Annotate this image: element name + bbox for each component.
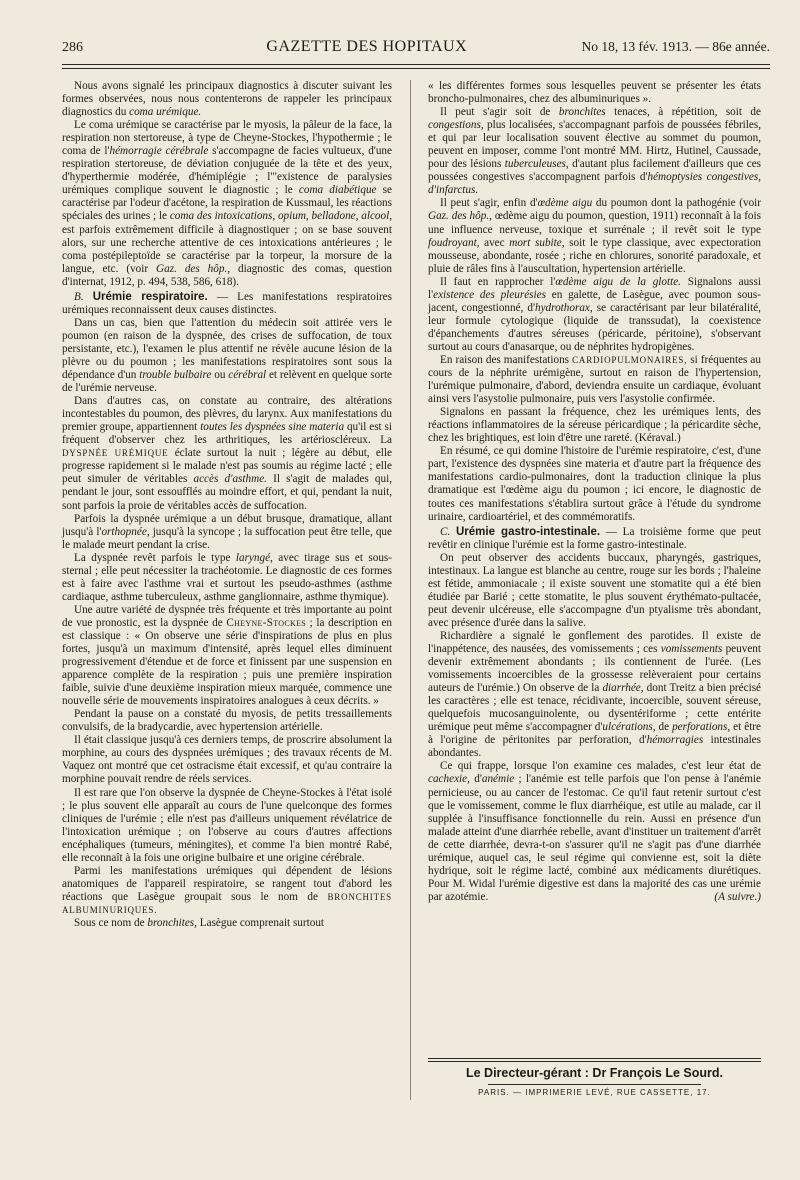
paragraph: Nous avons signalé les principaux diagnostics à discuter suivant les formes observées, nous nous contenterons de rappeler les principaux diagnostics du coma urémique.	[62, 80, 392, 119]
paragraph: En résumé, ce qui domine l'histoire de l'urémie respiratoire, c'est, d'une part, l'existence des dyspnées sine materia et d'autre part la fréquence des manifestations cardio-pulmonaires, dont la traduction clinique la plus dramatique est l'œdème aigu du poumon ; ici encore, le diagnostic de toutes ces manifestations s'établira surtout grâce à l'étude du syndrome urinaire, cardioartériel, et des commémoratifs.	[428, 445, 761, 523]
paragraph: Il est rare que l'on observe la dyspnée de Cheyne-Stockes à l'état isolé ; le plus souvent elle apparaît au cours de l'une quelconque des formes cliniques de l'urémie ; elle n'est pas d'ailleurs uniquement révélatrice de l'intoxication urémique ; on l'observe au cours d'autres affections encéphaliques (tumeurs, méningites), et comme l'a bien montré Rabé, elle reconnaît à la fois une origine bulbaire et une origine cérébrale.	[62, 786, 392, 864]
paragraph: Il était classique jusqu'à ces derniers temps, de proscrire absolument la morphine, au cours des dyspnées urémiques ; des travaux récents de M. Vaquez ont montré que cet ostracisme était excessif, et qu'au contraire la morphine pouvait rendre de réels services.	[62, 734, 392, 786]
right-column	[428, 80, 761, 904]
column-divider	[410, 80, 411, 1100]
journal-title: GAZETTE DES HOPITAUX	[266, 38, 468, 55]
paragraph: Dans d'autres cas, on constate au contraire, des altérations incontestables du poumon, des plèvres, du larynx. Aux manifestations du premier groupe, appartiennent toutes les dyspnées sine materia qu'il est si fréquent d'observer chez les arthritiques, les artérioscléreux. La DYSPNÉE URÉMIQUE éclate surtout la nuit ; légère au début, elle progresse rapidement si le malade n'est pas soumis au régime lacté ; elle peut simuler de véritables accès d'asthme. Il s'agit de malades qui, pendant le jour, sont essoufflés au moindre effort, et qui, pendant la nuit, sont parfois la proie de véritables accès de suffocation.	[62, 395, 393, 512]
director-line: Le Directeur-gérant : Dr François Le Sourd.	[466, 1066, 723, 1080]
paragraph: Il faut en rapprocher l'œdème aigu de la glotte. Signalons aussi l'existence des pleurésies en galette, de Lasègue, avec poumon sous-jacent, congestionné, d'hydrothorax, se caractérisant par leur bilatéralité, leur formule cytologique (liquide de transsudat), la coexistence d'épanchements d'autres séreuses (péricarde, péritoine), s'observant surtout au cours d'anasarque, ou de néphrites hydropigènes.	[428, 275, 762, 353]
issue-info: No 18, 13 fév. 1913. — 86e année.	[581, 39, 770, 54]
paragraph: Il peut s'agir soit de bronchites tenaces, à répétition, soit de congestions, plus localisées, s'accompagnant parfois de poussées fébriles, et qui par leur localisation souvent élective au sommet du poumon, peuvent en imposer, comme l'ont montré MM. Hirtz, Hutinel, Caussade, pour des lésions tuberculeuses, d'autant plus facilement d'ailleurs que ces poussées congestives s'accompagnent parfois d'hémoptysies congestives, d'infarctus.	[428, 106, 762, 197]
section-heading-c: C. Urémie gastro-intestinale. — La troisième forme que peut revêtir en clinique l'urémie est la forme gastro-intestinale.	[428, 525, 762, 551]
paragraph: La dyspnée revêt parfois le type laryngé, avec tirage sus et sous-sternal ; elle peut nécessiter la trachéotomie. Le diagnostic de ces formes est à faire avec l'asthme vrai et surtout les pseudo-asthmes (asthme cardiaque, asthme tuberculeux, asthme ganglionnaire, asthme thymique).	[62, 551, 393, 603]
paragraph: On peut observer des accidents buccaux, pharyngés, gastriques, intestinaux. La langue est blanche au centre, rouge sur les bords ; l'haleine est fétide, ammoniacale ; il existe souvent une stomatite qui a été bien étudiée par Barié ; cette stomatite, le plus souvent érythémato-pultacée, peut devenir ulcéreuse, elle s'accompagne d'un ptyalisme très abondant, avec présence d'urée dans la salive.	[428, 551, 761, 629]
paragraph: Richardière a signalé le gonflement des parotides. Il existe de l'inappétence, des nausées, des vomissements ; ces vomissements peuvent devenir extrêmement abondants ; ils contiennent de l'urée. (Les vomissements incoercibles de la grossesse relèveraient pour certains auteurs de l'urémie.) On observe de la diarrhée, dont Treitz a bien précisé les caractères ; elle est tenace, récidivante, incoercible, souvent séreuse, quelquefois mucosanguinolente, ou dysentériforme ; cette entérite urémique peut même s'accompagner d'ulcérations, de perforations, et être à l'origine de péritonites par perforation, d'hémorragies intestinales abondantes.	[428, 629, 762, 760]
section-heading-b: B. Urémie respiratoire. — Les manifestations respiratoires urémiques reconnaissent deux causes distinctes.	[62, 290, 392, 316]
footer-rule	[428, 1058, 761, 1059]
paragraph: « les différentes formes sous lesquelles peuvent se présenter les états broncho-pulmonaires, chez des albuminuriques ».	[428, 80, 761, 106]
to-follow: (A suivre.)	[714, 890, 761, 903]
paragraph: Pendant la pause on a constaté du myosis, de petits tressaillements convulsifs, de la bradycardie, avec hypertension artérielle.	[62, 708, 392, 734]
printer-line: PARIS. — IMPRIMERIE LEVÉ, RUE CASSETTE, 17.	[478, 1088, 711, 1097]
header-rule-thin	[62, 68, 770, 69]
paragraph: Il peut s'agir, enfin d'œdème aigu du poumon dont la pathogénie (voir Gaz. des hôp., œdème aigu du poumon, question, 1911) reconnaît à la fois une influence nerveuse, toxique et surrénale ; il revêt soit le type foudroyant, avec mort subite, soit le type classique, avec expectoration mousseuse, abondante, rosée ; riche en chlorures, sonorité paradoxale, et pluie de râles fins à l'auscultation, hypertension artérielle.	[428, 197, 762, 275]
page-header	[62, 38, 770, 60]
footer-rule-thin	[428, 1061, 761, 1062]
paragraph: Sous ce nom de bronchites, Lasègue comprenait surtout	[74, 917, 325, 929]
header-rule	[62, 64, 770, 65]
page-number: 286	[62, 40, 83, 55]
left-column	[62, 80, 392, 930]
paragraph: Parfois la dyspnée urémique a un début brusque, dramatique, allant jusqu'à l'orthopnée, jusqu'à la syncope ; la suffocation peut être telle, que le malade meurt pendant la crise.	[62, 512, 392, 551]
paragraph: Parmi les manifestations urémiques qui dépendent de lésions anatomiques de l'appareil respiratoire, se rangent tout d'abord les réactions que Lasègue groupait sous le nom de BRONCHITES ALBUMINURIQUES.	[62, 864, 392, 915]
footer-rule-short	[488, 1084, 701, 1085]
paragraph: Ce qui frappe, lorsque l'on examine ces malades, c'est leur état de cachexie, d'anémie ; l'anémie est telle parfois que l'on pense à l'anémie pernicieuse, ou au cancer de l'estomac. Ce qu'il faut retenir surtout c'est que le vomissement, comme le flux diarrhéique, est utile au malade, car il supplée à l'insuffisance fonctionnelle du rein. Aussi en présence d'un malade atteint d'une diarrhée rebelle, avant d'instituer un traitement d'arrêt de cette diarrhée, devra-t-on s'assurer qu'il ne s'agit pas d'une diarrhée urémique, auquel cas, le seul régime qui convienne est, soit la diète hydrique, soit le régime lacté, combiné aux médicaments diurétiques. Pour M. Widal l'urémie digestive est dans la majorité des cas une urémie par azotémie. (A suivre.)	[428, 760, 761, 903]
page-footer	[428, 1058, 761, 1097]
paragraph: Dans un cas, bien que l'attention du médecin soit attirée vers le poumon (en raison de la dyspnée, des crises de suffocation, de toux persistante, etc.), l'examen le plus attentif ne révèle aucune lésion de la plèvre ou du poumon ; les manifestations respiratoires sont sous la dépendance d'un trouble bulbaire ou cérébral et relèvent en quelque sorte de l'urémie nerveuse.	[62, 316, 393, 395]
paragraph: Signalons en passant la fréquence, chez les urémiques lents, des réactions inflammatoires de la séreuse péricardique ; la péricardite sèche, chez les brightiques, est loin d'être une rareté. (Kéraval.)	[428, 406, 761, 445]
paragraph: Le coma urémique se caractérise par le myosis, la pâleur de la face, la respiration non stertoreuse, à type de Cheyne-Stockes, l'hypothermie ; le coma de l'hémorragie cérébrale s'accompagne de facies vultueux, d'une respiration stertoreuse, de déviation conjuguée de la tête et des yeux, d'hyperthermie modérée, d'hémiplégie ; l'"existence de paralysies urémiques complique souvent le diagnostic ; le coma diabétique se caractérise par l'odeur d'acétone, la respiration de Kussmaul, les réactions spéciales des urines ; le coma des intoxications, opium, belladone, alcool, est parfois extrêmement difficile à diagnostiquer ; on se base souvent alors, sur une recherche attentive de ces intoxications antérieures ; le coma postépileptoïde se caractérise par la torpeur, la morsure de la langue, etc. (voir Gaz. des hôp., diagnostic des comas, question d'internat, 1912, p. 494, 538, 586, 618).	[62, 119, 393, 288]
paragraph: Une autre variété de dyspnée très fréquente et très importante au point de vue pronostic, est la dyspnée de Cheyne-Stockes ; la description en est classique : « On observe une série d'inspirations de plus en plus fortes, jusqu'à un maximum d'intensité, après lequel elles diminuent progressivement d'étendue et de force et finissent par une suspension en apparence complète de la respiration ; puis une première inspiration faible, suivie d'une deuxième inspiration mieux marquée, commence une nouvelle série de mouvements inspiratoires analogues à ceux décrits. »	[62, 603, 393, 708]
paragraph: En raison des manifestations CARDIOPULMONAIRES, si fréquentes au cours de la néphrite urémigène, surtout en raison de l'hypertension, l'urémique pulmonaire, d'abord, deviendra ensuite un cardiaque, évoluant ainsi vers l'asystolie pulmonaire, puis vers l'asystolie confirmée.	[428, 353, 761, 406]
